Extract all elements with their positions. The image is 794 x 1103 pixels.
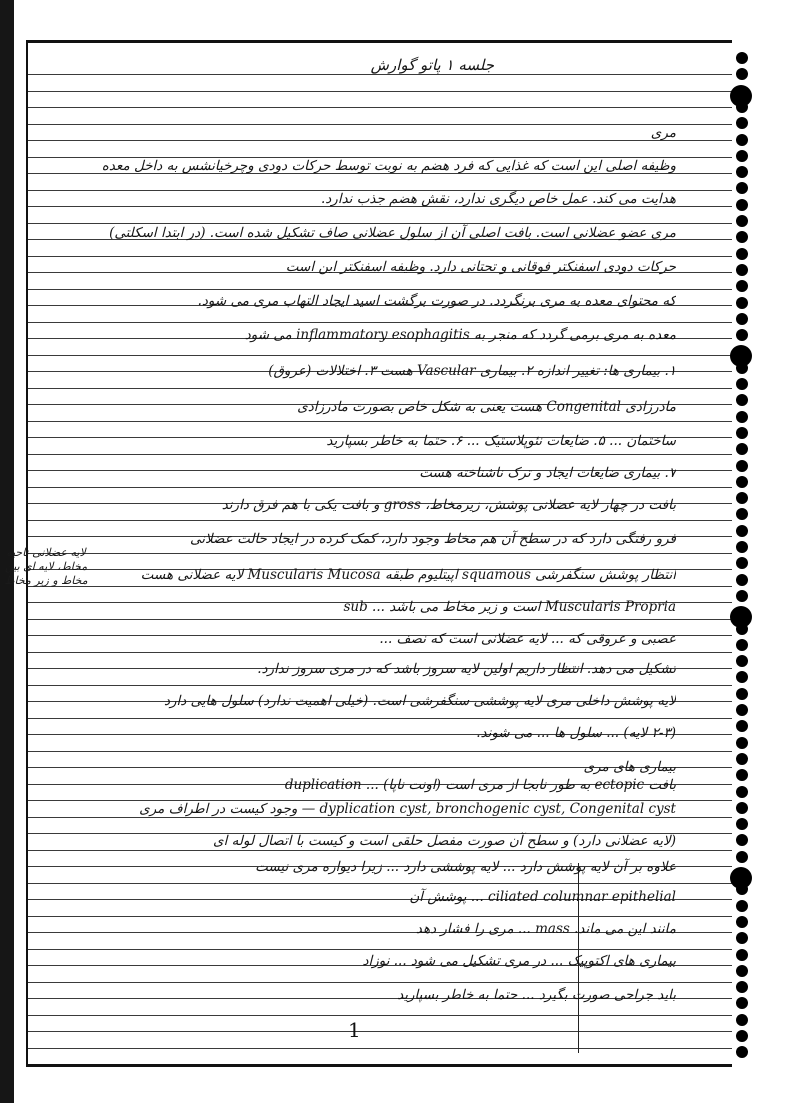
text-line: بیماری های اکتوپیک ... در مری تشکیل می شود ... نوزاد (362, 953, 676, 969)
page-number: 1 (348, 1018, 361, 1042)
text-line: هدایت می کند. عمل خاص دیگری ندارد، نقش هضم جذب ندارد. (321, 191, 676, 207)
text-line: بافت ectopic به طور نابجا از مری است (اونت ناپا) ... duplication (284, 777, 676, 793)
text-line: عصبی و عروقی که ... لایه عضلانی است که نصف ... (379, 631, 676, 647)
text-line: (لایه عضلانی دارد) و سطح آن صورت مفصل حلقی است و کیست با اتصال لوله ای (213, 833, 676, 849)
page-title: جلسه ۱ پاتو گوارش (370, 56, 494, 74)
text-line: ۷. بیماری ضایعات ایجاد و ترک ناشناخته هست (419, 465, 676, 481)
text-line: مری (650, 125, 676, 141)
text-line: باید جراحی صورت بگیرد ... حتما به خاطر بسپارید (397, 987, 676, 1003)
text-line: بافت در چهار لایه عضلانی پوشش، زیرمخاط، gross و بافت یکی با هم فرق دارند (221, 497, 676, 513)
text-line: ۱. بیماری ها: تغییر اندازه ۲. بیماری Vascular هست ۳. اختلالات (عروق) (268, 363, 676, 379)
text-line: (۲-۳ لایه) ... سلول ها ... می شوند. (476, 725, 676, 741)
text-line: حرکات دودی اسفنکتر فوقانی و تحتانی دارد. وظیفه اسفنکتر این است (285, 259, 676, 275)
text-line: ciliated columnar epithelial ... پوشش آن (409, 889, 676, 905)
text-line: علاوه بر آن لایه پوشش دارد ... لایه پوششی دارد ... زیرا دیواره مری نیست (255, 859, 676, 875)
text-line: مانند این می ماند. mass ... مری را فشار دهد (415, 921, 676, 937)
text-line: ساختمان ... ۵. ضایعات نئوپلاستیک ... ۶. حتما به خاطر بسپارید (326, 433, 676, 449)
text-line: مری عضو عضلانی است. بافت اصلی آن از سلول عضلانی صاف تشکیل شده است. (در ابتدا اسکلتی) (109, 225, 676, 241)
text-line: انتظار پوشش سنگفرشی squamous اپیتلیوم طبقه Muscularis Mucosa لایه عضلانی هست (140, 567, 676, 583)
text-line: وظیفه اصلی این است که غذایی که فرد هضم به نوبت توسط حرکات دودی وچرخیانشس به داخل معده (101, 158, 676, 174)
text-line: معده به مری برمی گردد که منجر به inflammatory esophagitis می شود (244, 327, 676, 343)
text-line: تشکیل می دهد. انتظار داریم اولین لایه سروز باشد که در مری سروز ندارد. (257, 661, 676, 677)
text-line: Muscularis Propria است و زیر مخاط می باشد ... sub (343, 599, 676, 615)
text-line: فرو رفتگی دارد که در سطح آن هم مخاط وجود دارد، کمک کرده در ایجاد حالت عضلانی (189, 531, 676, 547)
text-line: لایه پوشش داخلی مری لایه پوششی سنگفرشی است. (خیلی اهمیت ندارد) سلول هایی دارد (163, 693, 676, 709)
text-line: مادرزادی Congenital هست یعنی به شکل خاص بصورت مادرزادی (297, 399, 676, 415)
text-line: که محتوای معده به مری برنگردد. در صورت برگشت اسید ایجاد التهاب مری می شود. (197, 293, 676, 309)
text-line: dyplication cyst, bronchogenic cyst, Congenital cyst — وجود کیست در اطراف مری (139, 801, 676, 817)
margin-note: لایه عضلانی ناحیه مخاط، لایه ای بین مخاط و زیر مخاط (4, 546, 88, 587)
text-line: بیماری های مری (583, 759, 676, 775)
